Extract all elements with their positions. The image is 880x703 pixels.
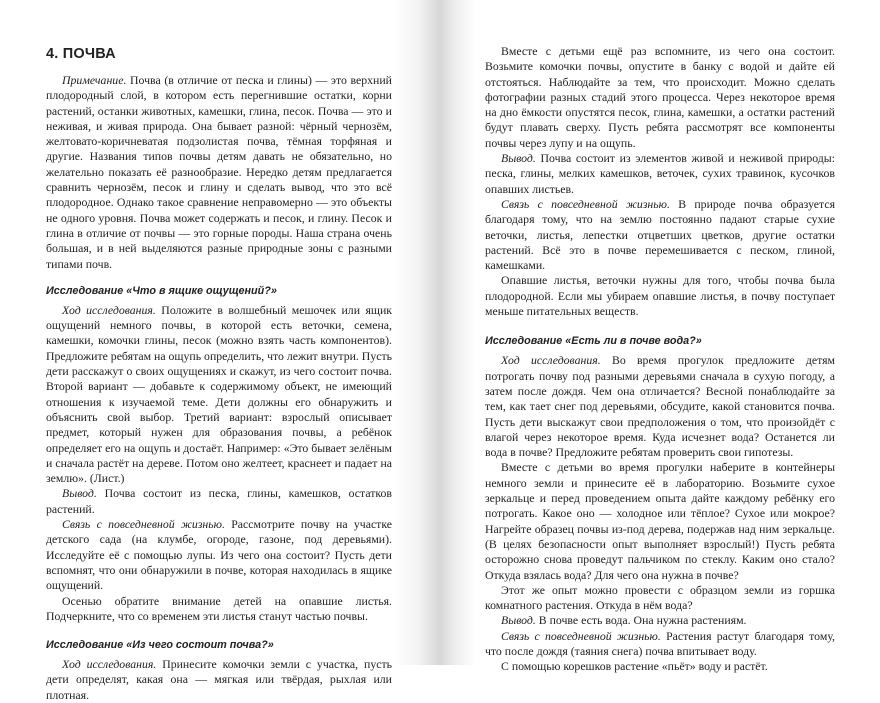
life-lead: Связь с повседневной жизнью. (501, 196, 670, 211)
study-heading-water-in-soil: Исследование «Есть ли в почве вода?» (485, 335, 702, 348)
study2-course (46, 657, 392, 703)
study3-course (485, 353, 835, 460)
leaves-paragraph: Опавшие листья, веточки нужны для того, чтобы почва была плодородной. Если мы убираем опавшие листья, в почву поступает меньше питательных веществ. (485, 273, 835, 319)
study3-houseplant: Этот же опыт можно провести с образцом земли из горшка комнатного растения. Откуда в нём вода? (485, 582, 835, 613)
conclusion-text: Почва состоит из элементов живой и неживой природы: песка, глины, мелких камешков, веточек, сухих травинок, кусочков опавших листьев. (485, 151, 835, 196)
course-text: Во время прогулок предложите детям потрогать почву под разными деревьями сначала в сухую погоду, а затем после дождя. Чем она отличается? Весной понаблюдайте за тем, как тает снег под деревьями, обсудите, какой становится почва. Пусть дети выскажут свои предположения о том, что произойдёт с влагой через некоторое время. Куда исчезнет вода? Останется ли вода в почве? Предложите ребятам проверить свои гипотезы. (485, 353, 835, 460)
course-lead: Ход исследования. (501, 353, 601, 368)
course-lead: Ход исследования. (62, 302, 156, 317)
left-column (46, 46, 392, 703)
conclusion-lead: Вывод. (501, 151, 536, 166)
intro-paragraph (46, 73, 392, 272)
study3-life (485, 629, 835, 660)
study3-roots: С помощью корешков растение «пьёт» воду и растёт. (501, 659, 768, 674)
life-text: Рассмотрите почву на участке детского сада (на клумбе, огороде, газоне, под деревьями). Исследуйте её с помощью лупы. Из чего она состоит? Пусть дети вспомнят, что они обнаружили в почве, которая находилась в ящике ощущений. (46, 517, 393, 593)
composition-life (485, 197, 835, 273)
study1-life (46, 517, 392, 593)
gutter-shadow-right (440, 0, 476, 665)
life-text: В природе почва образуется благодаря тому, что на землю постоянно падают старые сухие веточки, листья, лепестки отцветших цветков, другие остатки растений. Всё это в почве перемешивается с песком, глиной, камешками. (485, 196, 836, 273)
chapter-title: 4. ПОЧВА (46, 46, 116, 62)
conclusion-lead: Вывод. (62, 486, 97, 501)
study3-conclusion (485, 613, 835, 628)
note-text: Почва (в отличие от песка и глины) — это верхний плодородный слой, в котором есть перегнившие остатки, корни растений, останки животных, камешки, глина, песок. Почва — это и неживая, и живая природа. Она бывает разной: чёрный чернозём, желтовато-коричневатая подзолистая почва, тёмная торфяная и другие. Названия типов почвы детям давать не обязательно, но желательно показать её разнообразие. Нередко детям предлагается сравнить чернозём, песок и глину и сделать вывод, что это всё плодородное. Однако такое сравнение неправомерно — это объекты не одного уровня. Почва может содержать и песок, и глину. Песок и глина в отличие от почвы — это горные породы. Наша страна очень большая, и в ней выделяются разные природные зоны с разными типами почв. (46, 73, 392, 271)
composition-paragraph: Вместе с детьми ещё раз вспомните, из чего она состоит. Возьмите комочки почвы, опустите в банку с водой и дайте ей отстояться. Наблюдайте за тем, что происходит. Можно сделать фотографии разных стадий этого процесса. Через некоторое время на дно ёмкости опустятся песок, глина, камешки, а остатки растений будут плавать сверху. Пусть ребята рассмотрят все компоненты почвы через лупу и на ощупь. (485, 44, 835, 150)
life-lead: Связь с повседневной жизнью. (62, 517, 225, 532)
right-page (440, 0, 880, 674)
conclusion-text: В почве есть вода. Она нужна растениям. (535, 613, 747, 628)
life-text: Растения растут благодаря тому, что после дождя (таяния снега) почва впитывает воду. (485, 628, 835, 658)
note-lead: Примечание. (62, 73, 127, 87)
composition-conclusion (485, 151, 835, 197)
gutter-shadow-left (394, 0, 440, 665)
study1-extra: Осенью обратите внимание детей на опавшие листья. Подчеркните, что со временем эти листья станут частью почвы. (46, 593, 392, 623)
study-heading-sensory-box: Исследование «Что в ящике ощущений?» (46, 284, 277, 297)
study1-course (46, 303, 392, 487)
course-text: Принесите комочки земли с участка, пусть дети определят, какая она — мягкая или твёрдая, рыхлая или плотная. (46, 657, 392, 702)
right-column (485, 44, 835, 675)
conclusion-lead: Вывод. (501, 613, 536, 628)
course-text: Положите в волшебный мешочек или ящик ощущений немного почвы, в которой есть веточки, семена, камешки, комочки глины, песок (можно взять часть компонентов). Предложите ребятам на ощупь определить, что лежит внутри. Пусть дети расскажут о своих ощущениях и скажут, из чего состоит почва. Второй вариант — добавьте к содержимому объект, не имеющий отношения к изучаемой теме. Дети должны его обнаружить и объяснить свой выбор. Третий вариант: взрослый описывает предмет, который нужен для образования почвы, а ребёнок определяет его на ощупь и достаёт. Например: «Это бывает зелёным и сначала растёт на дереве. Потом оно желтеет, краснеет и падает на землю». (Лист.) (46, 302, 392, 486)
left-page (0, 0, 440, 702)
study3-experiment: Вместе с детьми во время прогулки наберите в контейнеры немного земли и принесите её в лабораторию. Возьмите сухое зеркальце и перед проведением опыта дайте каждому ребёнку его потрогать. Какое оно — холодное или тёплое? Сухое или мокрое? Нагрейте образец почвы из-под дерева, подержав над ним зеркальце. (В целях безопасности опыт выполняет взрослый!) Пусть ребята осторожно снова проведут пальчиком по стеклу. Каким оно стало? Откуда взялась вода? Для чего она нужна в почве? (485, 460, 835, 582)
conclusion-text: Почва состоит из песка, глины, камешков, остатков растений. (46, 486, 392, 516)
study1-conclusion (46, 486, 392, 517)
study-heading-soil-composition: Исследование «Из чего состоит почва?» (46, 639, 274, 652)
life-lead: Связь с повседневной жизнью. (501, 628, 661, 643)
course-lead: Ход исследования. (62, 657, 157, 672)
